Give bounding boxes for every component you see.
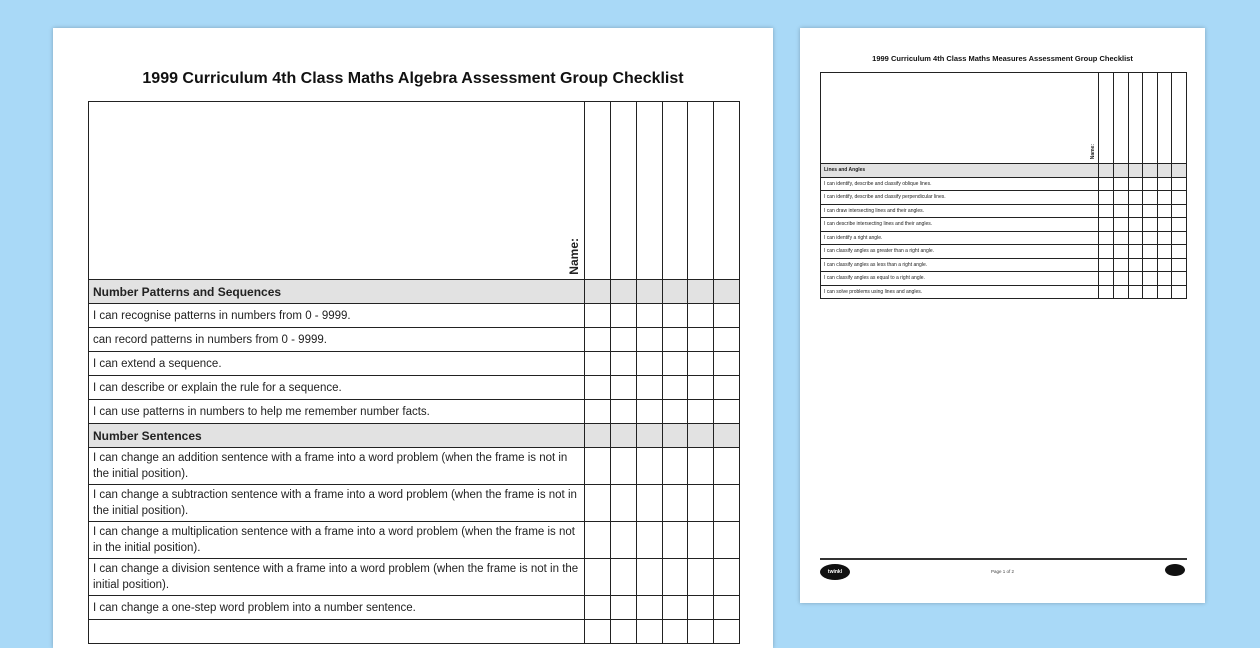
checkbox-cell[interactable] (714, 596, 740, 620)
checkbox-cell[interactable] (1114, 191, 1129, 205)
measures-checklist-page (800, 28, 1205, 603)
checkbox-cell[interactable] (688, 522, 714, 559)
criterion-text: I can identify, describe and classify perpendicular lines. (821, 191, 1099, 205)
checkbox-cell[interactable] (1157, 218, 1172, 232)
criterion-text: can record patterns in numbers from 0 - 9999. (89, 328, 585, 352)
table-row (821, 218, 1187, 232)
footer-divider (820, 558, 1187, 560)
table-row (89, 400, 740, 424)
checkbox-cell[interactable] (585, 400, 611, 424)
checkbox-cell[interactable] (611, 102, 637, 280)
criterion-text: I can classify angles as greater than a right angle. (821, 245, 1099, 259)
criterion-text: I can extend a sequence. (89, 352, 585, 376)
checkbox-cell[interactable] (1143, 285, 1158, 299)
criterion-text: I can draw intersecting lines and their angles. (821, 204, 1099, 218)
checkbox-cell[interactable] (611, 620, 637, 644)
section-heading: Number Sentences (89, 424, 585, 448)
checkbox-cell[interactable] (1157, 272, 1172, 286)
checkbox-cell[interactable] (1114, 164, 1129, 178)
checkbox-cell[interactable] (688, 304, 714, 328)
checkbox-cell[interactable] (714, 448, 740, 485)
checkbox-cell[interactable] (662, 559, 688, 596)
checkbox-cell[interactable] (688, 400, 714, 424)
checkbox-cell[interactable] (585, 485, 611, 522)
checkbox-cell[interactable] (714, 280, 740, 304)
checkbox-cell[interactable] (636, 522, 662, 559)
checkbox-cell[interactable] (1128, 231, 1143, 245)
criterion-text: I can describe intersecting lines and their angles. (821, 218, 1099, 232)
checkbox-cell[interactable] (1143, 204, 1158, 218)
checkbox-cell[interactable] (585, 280, 611, 304)
checkbox-cell[interactable] (1157, 73, 1172, 164)
checkbox-cell[interactable] (611, 424, 637, 448)
checkbox-cell[interactable] (1099, 258, 1114, 272)
checkbox-cell[interactable] (1172, 218, 1187, 232)
checkbox-cell[interactable] (662, 280, 688, 304)
checkbox-cell[interactable] (1143, 73, 1158, 164)
table-row (821, 204, 1187, 218)
header-cell (821, 73, 1099, 164)
checkbox-cell[interactable] (1099, 73, 1114, 164)
criterion-text: I can change a multiplication sentence with a frame into a word problem (when the frame is not in the initial position). (89, 522, 585, 559)
checkbox-cell[interactable] (1099, 204, 1114, 218)
algebra-checklist-page (53, 28, 773, 648)
checkbox-cell[interactable] (1143, 231, 1158, 245)
checkbox-cell[interactable] (1099, 218, 1114, 232)
checkbox-cell[interactable] (1172, 73, 1187, 164)
checkbox-cell[interactable] (1114, 204, 1129, 218)
table-row (821, 177, 1187, 191)
checkbox-cell[interactable] (1128, 245, 1143, 259)
criterion-text: I can identify, describe and classify oblique lines. (821, 177, 1099, 191)
checkbox-cell[interactable] (611, 559, 637, 596)
name-label: Name: (1090, 143, 1097, 159)
checkbox-cell[interactable] (1157, 204, 1172, 218)
section-row (89, 280, 740, 304)
checkbox-cell[interactable] (714, 424, 740, 448)
checkbox-cell[interactable] (1114, 177, 1129, 191)
checkbox-cell[interactable] (1172, 272, 1187, 286)
criterion-text: I can change a one-step word problem into a number sentence. (89, 596, 585, 620)
checkbox-cell[interactable] (662, 596, 688, 620)
checkbox-cell[interactable] (688, 596, 714, 620)
checkbox-cell[interactable] (585, 448, 611, 485)
checkbox-cell[interactable] (1157, 191, 1172, 205)
checkbox-cell[interactable] (1157, 177, 1172, 191)
checkbox-cell[interactable] (611, 352, 637, 376)
checkbox-cell[interactable] (611, 485, 637, 522)
checkbox-cell[interactable] (636, 596, 662, 620)
criterion-text: I can classify angles as equal to a right angle. (821, 272, 1099, 286)
checkbox-cell[interactable] (1099, 231, 1114, 245)
table-row (89, 448, 740, 485)
checkbox-cell[interactable] (714, 485, 740, 522)
checklist-table (88, 101, 740, 644)
checkbox-cell[interactable] (585, 376, 611, 400)
section-heading: Lines and Angles (821, 164, 1099, 178)
checkbox-cell[interactable] (611, 448, 637, 485)
checkbox-cell[interactable] (1143, 245, 1158, 259)
checkbox-cell[interactable] (714, 376, 740, 400)
header-cell (89, 102, 585, 280)
checkbox-cell[interactable] (688, 448, 714, 485)
checkbox-cell[interactable] (688, 376, 714, 400)
checkbox-cell[interactable] (636, 328, 662, 352)
checkbox-cell[interactable] (611, 522, 637, 559)
checkbox-cell[interactable] (1099, 164, 1114, 178)
checkbox-cell[interactable] (1128, 191, 1143, 205)
checkbox-cell[interactable] (662, 424, 688, 448)
criterion-text: I can solve problems using lines and angles. (821, 285, 1099, 299)
checkbox-cell[interactable] (1157, 285, 1172, 299)
section-row (821, 164, 1187, 178)
criterion-text: I can change a division sentence with a frame into a word problem (when the frame is not in the initial position). (89, 559, 585, 596)
checkbox-cell[interactable] (714, 400, 740, 424)
document-title: 1999 Curriculum 4th Class Maths Measures Assessment Group Checklist (872, 54, 1133, 63)
table-row (89, 522, 740, 559)
checkbox-cell[interactable] (1143, 272, 1158, 286)
checkbox-cell[interactable] (1172, 285, 1187, 299)
checkbox-cell[interactable] (585, 424, 611, 448)
document-title: 1999 Curriculum 4th Class Maths Algebra Assessment Group Checklist (142, 70, 684, 87)
table-row (89, 596, 740, 620)
checkbox-cell[interactable] (585, 522, 611, 559)
checkbox-cell[interactable] (688, 280, 714, 304)
checkbox-cell[interactable] (1099, 285, 1114, 299)
criterion-text: I can change an addition sentence with a frame into a word problem (when the frame is not in the initial position). (89, 448, 585, 485)
checkbox-cell[interactable] (1114, 258, 1129, 272)
checkbox-cell[interactable] (1128, 177, 1143, 191)
checklist-table (820, 72, 1187, 299)
checkbox-cell[interactable] (1157, 164, 1172, 178)
checkbox-cell[interactable] (611, 304, 637, 328)
checkbox-cell[interactable] (1128, 73, 1143, 164)
checkbox-cell[interactable] (1128, 164, 1143, 178)
checkbox-cell[interactable] (611, 596, 637, 620)
checkbox-cell[interactable] (662, 620, 688, 644)
checkbox-cell[interactable] (1099, 245, 1114, 259)
checkbox-cell[interactable] (1172, 231, 1187, 245)
checkbox-cell[interactable] (714, 522, 740, 559)
criterion-text: I can classify angles as less than a right angle. (821, 258, 1099, 272)
checkbox-cell[interactable] (1114, 231, 1129, 245)
table-row (89, 559, 740, 596)
checkbox-cell[interactable] (585, 328, 611, 352)
checkbox-cell[interactable] (688, 102, 714, 280)
checkbox-cell[interactable] (662, 102, 688, 280)
header-row (821, 73, 1187, 164)
checkbox-cell[interactable] (1143, 164, 1158, 178)
criterion-text: I can recognise patterns in numbers from 0 - 9999. (89, 304, 585, 328)
checkbox-cell[interactable] (636, 485, 662, 522)
checkbox-cell[interactable] (688, 559, 714, 596)
checkbox-cell[interactable] (585, 620, 611, 644)
checkbox-cell[interactable] (636, 102, 662, 280)
criterion-text: I can identify a right angle. (821, 231, 1099, 245)
checkbox-cell[interactable] (1099, 177, 1114, 191)
checkbox-cell[interactable] (1157, 258, 1172, 272)
checkbox-cell[interactable] (1114, 285, 1129, 299)
checkbox-cell[interactable] (636, 280, 662, 304)
checkbox-cell[interactable] (636, 620, 662, 644)
checkbox-cell[interactable] (585, 102, 611, 280)
checkbox-cell[interactable] (714, 304, 740, 328)
checkbox-cell[interactable] (1172, 191, 1187, 205)
checkbox-cell[interactable] (1128, 272, 1143, 286)
checkbox-cell[interactable] (1143, 258, 1158, 272)
criterion-text: I can change a subtraction sentence with a frame into a word problem (when the frame is not in the initial position). (89, 485, 585, 522)
section-row (89, 424, 740, 448)
name-label: Name: (567, 238, 582, 275)
checkbox-cell[interactable] (1099, 191, 1114, 205)
checkbox-cell[interactable] (1114, 272, 1129, 286)
checkbox-cell[interactable] (1172, 177, 1187, 191)
header-row (89, 102, 740, 280)
table-row (89, 328, 740, 352)
twinkl-badge-icon (1165, 564, 1185, 576)
checkbox-cell[interactable] (1128, 285, 1143, 299)
checkbox-cell[interactable] (585, 352, 611, 376)
criterion-text (89, 620, 585, 644)
checkbox-cell[interactable] (714, 559, 740, 596)
table-row (89, 376, 740, 400)
checkbox-cell[interactable] (1114, 245, 1129, 259)
criterion-text: I can describe or explain the rule for a sequence. (89, 376, 585, 400)
checkbox-cell[interactable] (636, 559, 662, 596)
checkbox-cell[interactable] (1157, 231, 1172, 245)
checkbox-cell[interactable] (662, 352, 688, 376)
checkbox-cell[interactable] (1172, 204, 1187, 218)
table-row (821, 231, 1187, 245)
checkbox-cell[interactable] (688, 620, 714, 644)
table-row (89, 485, 740, 522)
checkbox-cell[interactable] (662, 522, 688, 559)
checkbox-cell[interactable] (636, 376, 662, 400)
checkbox-cell[interactable] (1143, 218, 1158, 232)
checkbox-cell[interactable] (662, 485, 688, 522)
twinkl-logo-icon: twinkl (820, 564, 850, 580)
checkbox-cell[interactable] (611, 280, 637, 304)
checkbox-cell[interactable] (1143, 177, 1158, 191)
checkbox-cell[interactable] (1128, 218, 1143, 232)
checkbox-cell[interactable] (1099, 272, 1114, 286)
checkbox-cell[interactable] (714, 328, 740, 352)
checkbox-cell[interactable] (636, 424, 662, 448)
checkbox-cell[interactable] (636, 304, 662, 328)
checkbox-cell[interactable] (662, 448, 688, 485)
checkbox-cell[interactable] (1172, 258, 1187, 272)
checkbox-cell[interactable] (714, 352, 740, 376)
checkbox-cell[interactable] (1172, 164, 1187, 178)
table-row (821, 258, 1187, 272)
checkbox-cell[interactable] (1128, 258, 1143, 272)
checkbox-cell[interactable] (714, 102, 740, 280)
checkbox-cell[interactable] (688, 485, 714, 522)
checkbox-cell[interactable] (585, 304, 611, 328)
table-row (821, 272, 1187, 286)
checkbox-cell[interactable] (1128, 204, 1143, 218)
page-number: Page 1 of 2 (990, 569, 1015, 574)
table-row (89, 304, 740, 328)
checkbox-cell[interactable] (1114, 218, 1129, 232)
checkbox-cell[interactable] (688, 424, 714, 448)
checkbox-cell[interactable] (636, 352, 662, 376)
checkbox-cell[interactable] (662, 400, 688, 424)
checkbox-cell[interactable] (1157, 245, 1172, 259)
criterion-text: I can use patterns in numbers to help me remember number facts. (89, 400, 585, 424)
section-heading: Number Patterns and Sequences (89, 280, 585, 304)
checkbox-cell[interactable] (585, 596, 611, 620)
checkbox-cell[interactable] (662, 304, 688, 328)
table-row (821, 285, 1187, 299)
table-row (89, 620, 740, 644)
checkbox-cell[interactable] (1143, 191, 1158, 205)
checkbox-cell[interactable] (636, 400, 662, 424)
checkbox-cell[interactable] (611, 328, 637, 352)
checkbox-cell[interactable] (688, 352, 714, 376)
checkbox-cell[interactable] (611, 376, 637, 400)
checkbox-cell[interactable] (662, 328, 688, 352)
checkbox-cell[interactable] (1172, 245, 1187, 259)
table-row (89, 352, 740, 376)
checkbox-cell[interactable] (611, 400, 637, 424)
checkbox-cell[interactable] (662, 376, 688, 400)
table-row (821, 191, 1187, 205)
checkbox-cell[interactable] (688, 328, 714, 352)
checkbox-cell[interactable] (636, 448, 662, 485)
table-row (821, 245, 1187, 259)
checkbox-cell[interactable] (1114, 73, 1129, 164)
checkbox-cell[interactable] (585, 559, 611, 596)
checkbox-cell[interactable] (714, 620, 740, 644)
